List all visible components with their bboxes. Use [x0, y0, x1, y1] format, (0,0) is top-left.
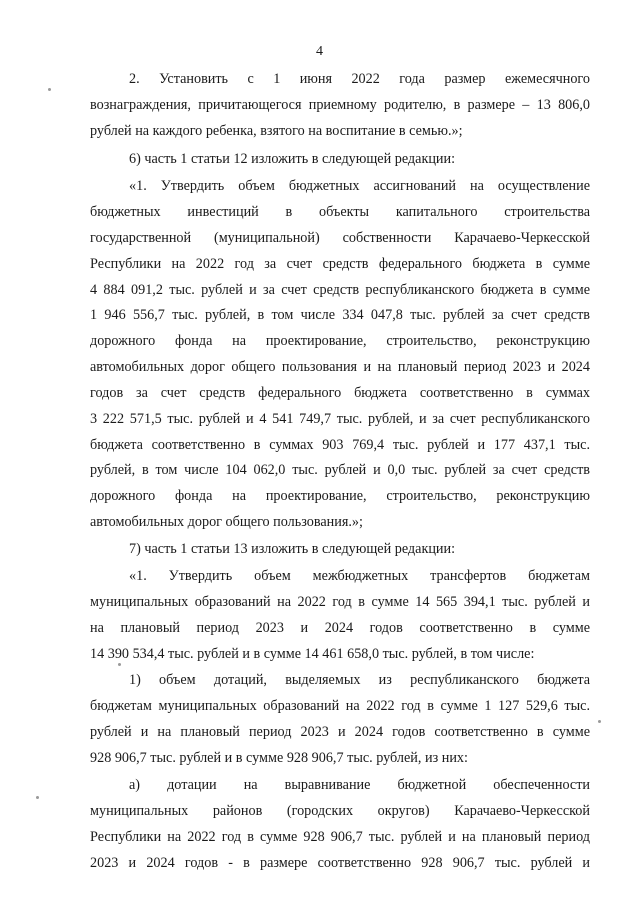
text-line: бюджетам муниципальных образований на 2022 год в сумме 1 127 529,6 тыс.	[90, 698, 590, 714]
page-number: 4	[316, 44, 323, 59]
text-line: годов за счет средств федерального бюджета соответственно в суммах	[90, 385, 590, 401]
text-line: дорожного фонда на проектирование, строительство, реконструкцию	[90, 333, 590, 349]
text-line: 1) объем дотаций, выделяемых из республиканского бюджета	[129, 672, 590, 688]
text-line: а) дотации на выравнивание бюджетной обеспеченности	[129, 777, 590, 793]
scan-speck	[598, 720, 601, 723]
text-line: 14 390 534,4 тыс. рублей и в сумме 14 461 658,0 тыс. рублей, в том числе:	[90, 646, 535, 662]
text-line: государственной (муниципальной) собственности Карачаево-Черкесской	[90, 230, 590, 246]
text-line: рублей и на плановый период 2023 и 2024 годов соответственно в сумме	[90, 724, 590, 740]
scan-speck	[118, 663, 121, 666]
text-line: 2023 и 2024 годов - в размере соответственно 928 906,7 тыс. рублей и	[90, 855, 590, 871]
text-line: 928 906,7 тыс. рублей и в сумме 928 906,7 тыс. рублей, из них:	[90, 750, 468, 766]
text-line: муниципальных образований на 2022 год в сумме 14 565 394,1 тыс. рублей и	[90, 594, 590, 610]
text-line: «1. Утвердить объем межбюджетных трансфертов бюджетам	[129, 568, 590, 584]
text-line: 3 222 571,5 тыс. рублей и 4 541 749,7 тыс. рублей, и за счет республиканского	[90, 411, 590, 427]
text-line: вознаграждения, причитающегося приемному родителю, в размере – 13 806,0	[90, 97, 590, 113]
text-line: дорожного фонда на проектирование, строительство, реконструкцию	[90, 488, 590, 504]
text-line: 2. Установить с 1 июня 2022 года размер ежемесячного	[129, 71, 590, 87]
text-line: «1. Утвердить объем бюджетных ассигнований на осуществление	[129, 178, 590, 194]
text-line: 1 946 556,7 тыс. рублей, в том числе 334 047,8 тыс. рублей за счет средств	[90, 307, 590, 323]
text-line: бюджетных инвестиций в объекты капитального строительства	[90, 204, 590, 220]
text-line: Республики на 2022 год в сумме 928 906,7 тыс. рублей и на плановый период	[90, 829, 590, 845]
text-line: автомобильных дорог общего пользования.»;	[90, 514, 363, 530]
text-line: бюджета соответственно в суммах 903 769,4 тыс. рублей и 177 437,1 тыс.	[90, 437, 590, 453]
text-line: 7) часть 1 статьи 13 изложить в следующей редакции:	[129, 541, 456, 557]
text-line: рублей на каждого ребенка, взятого на воспитание в семью.»;	[90, 123, 463, 139]
text-line: рублей, в том числе 104 062,0 тыс. рублей и 0,0 тыс. рублей за счет средств	[90, 462, 590, 478]
text-line: 6) часть 1 статьи 12 изложить в следующей редакции:	[129, 151, 456, 167]
text-line: на плановый период 2023 и 2024 годов соответственно в сумме	[90, 620, 590, 636]
text-line: Республики на 2022 год за счет средств федерального бюджета в сумме	[90, 256, 590, 272]
text-line: 4 884 091,2 тыс. рублей и за счет средств республиканского бюджета в сумме	[90, 282, 590, 298]
text-line: муниципальных районов (городских округов) Карачаево-Черкесской	[90, 803, 590, 819]
scan-speck	[36, 796, 39, 799]
scan-speck	[48, 88, 51, 91]
text-line: автомобильных дорог общего пользования и на плановый период 2023 и 2024	[90, 359, 590, 375]
